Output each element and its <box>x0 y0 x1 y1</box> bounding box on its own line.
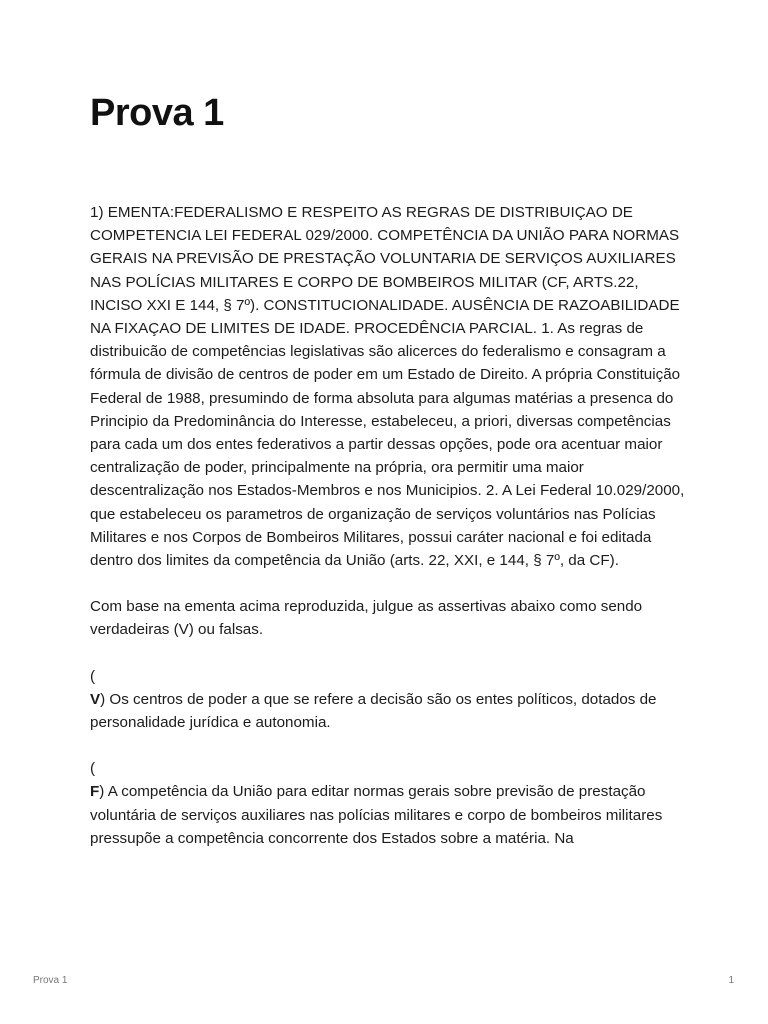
statement-line <box>90 780 685 850</box>
question-text: 1) EMENTA:FEDERALISMO E RESPEITO AS REGRAS DE DISTRIBUIÇAO DE COMPETENCIA LEI FEDERAL 029/2000. COMPETÊNCIA DA UNIÃO PARA NORMAS GERAIS NA PREVISÃO DE PRESTAÇÃO VOLUNTARIA DE SERVIÇOS AUXILIARES NAS POLÍCIAS MILITARES E CORPO DE BOMBEIROS MILITAR (CF, ARTS.22, INCISO XXI E 144, § 7º). CONSTITUCIONALIDADE. AUSÊNCIA DE RAZOABILIDADE NA FIXAÇAO DE LIMITES DE IDADE. PROCEDÊNCIA PARCIAL. 1. As regras de distribuicão de competências legislativas são alicerces do federalismo e consagram a fórmula de divisão de centros de poder em um Estado de Direito. A própria Constituição Federal de 1988, presumindo de forma absoluta para algumas matérias a presenca do Principio da Predominância do Interesse, estabeleceu, a priori, diversas competências para cada um dos entes federativos a partir dessas opções, pode ora acentuar maior centralização de poder, principalmente na própria, ora permitir uma maior descentralização nos Estados-Membros e nos Municipios. 2. A Lei Federal 10.029/2000, que estabeleceu os parametros de organização de serviços voluntários nas Polícias Militares e nos Corpos de Bombeiros Militares, possui caráter nacional e foi editada dentro dos limites da competência da União (arts. 22, XXI, e 144, § 7º, da CF). <box>90 204 685 570</box>
paragraph-spacer <box>90 734 685 757</box>
statement-open-paren: ( <box>90 760 96 778</box>
statement-open-paren: ( <box>90 667 96 685</box>
document-body <box>90 201 685 850</box>
page-title: Prova 1 <box>90 92 224 134</box>
statement-text: ) Os centros de poder a que se refere a decisão são os entes políticos, dotados de personalidade jurídica e autonomia. <box>90 690 657 732</box>
statement-item <box>90 665 685 735</box>
footer-document-label: Prova 1 <box>33 975 68 986</box>
statement-mark: V <box>90 690 101 708</box>
paragraph-spacer <box>90 642 685 665</box>
footer-page-number: 1 <box>728 975 734 986</box>
statement-item <box>90 757 685 850</box>
paragraph-spacer <box>90 572 685 595</box>
statement-text: ) A competência da União para editar normas gerais sobre previsão de prestação voluntária de serviços auxiliares nas polícias militares e corpo de bombeiros militares pressupõe a competência concorrente dos Estados sobre a matéria. Na <box>90 783 663 847</box>
instruction-text: Com base na ementa acima reproduzida, julgue as assertivas abaixo como sendo verdadeiras (V) ou falsas. <box>90 598 643 639</box>
statement-line <box>90 688 685 734</box>
statement-mark: F <box>90 783 100 801</box>
